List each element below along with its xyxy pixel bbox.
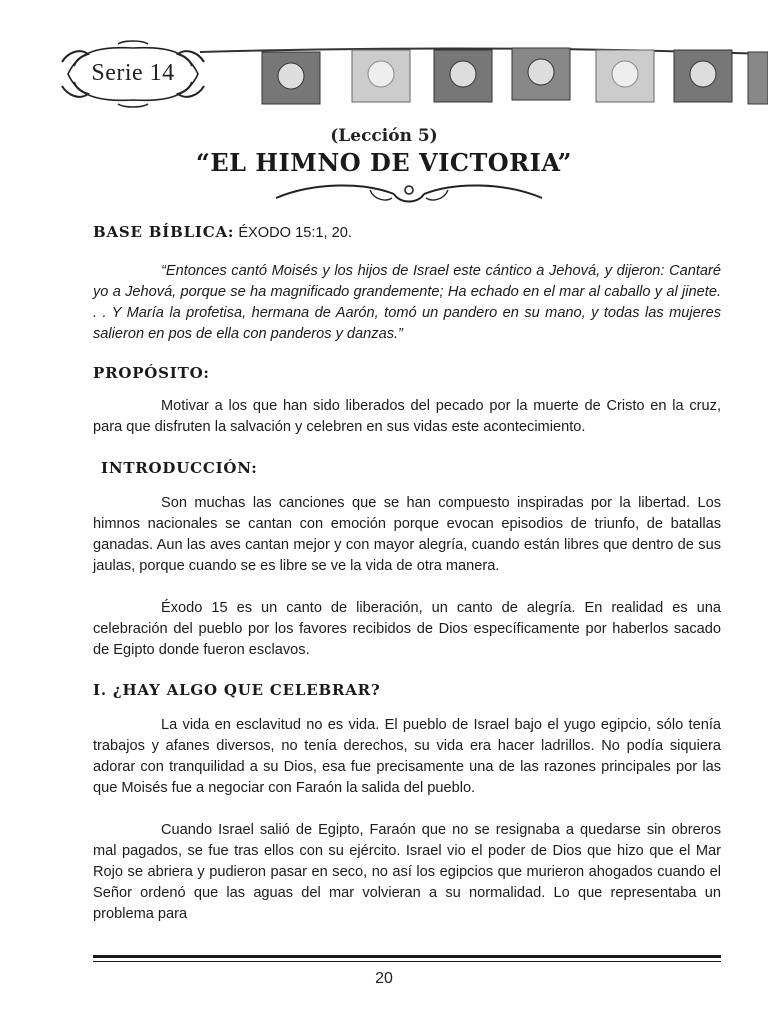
lesson-number: (Lección 5) <box>330 126 438 146</box>
introduccion-heading: INTRODUCCIÓN: <box>101 459 258 477</box>
flag-4 <box>512 48 570 100</box>
footer-rule-thin <box>93 961 721 962</box>
proposito-text: Motivar a los que han sido liberados del pecado por la muerte de Cristo en la cruz, para que disfruten la salvación y celebren en sus vidas este acontecimiento. <box>93 398 721 435</box>
intro-paragraph-1: Son muchas las canciones que se han compuesto inspiradas por la libertad. Los himnos nacionales se cantan con emoción porque evocan episodios de triunfo, de batallas ganadas. Aun las aves cantan mejor y con mayor alegría, cuando están libres que dentro de sus jaulas, porque cuando se es libre se ve la vida de otra manera. <box>93 495 721 574</box>
lesson-title: “EL HIMNO DE VICTORIA” <box>196 148 572 177</box>
flag-banner <box>200 30 768 110</box>
footer-rule-thick <box>93 955 721 958</box>
section-1-paragraph-2: Cuando Israel salió de Egipto, Faraón que no se resignaba a quedarse sin obreros mal pagados, se fue tras ellos con su ejército. Israel vio el poder de Dios que hizo que el Mar Rojo se abriera y pudieron pasar en seco, no así los egipcios que murieron ahogados cuando el Señor ordenó que las aguas del mar volvieran a su normalidad. Lo que representaba un problema para <box>93 822 721 922</box>
flag-banner-illustration <box>200 30 768 110</box>
page-number: 20 <box>375 970 393 987</box>
flag-1 <box>262 52 320 104</box>
lesson-body <box>93 218 721 925</box>
series-label: Serie 14 <box>91 60 175 86</box>
section-1-heading: I. ¿HAY ALGO QUE CELEBRAR? <box>93 681 381 699</box>
flag-5 <box>596 50 654 102</box>
flag-7 <box>748 52 768 104</box>
proposito-heading: PROPÓSITO: <box>93 364 210 382</box>
section-1-paragraph-1: La vida en esclavitud no es vida. El pueblo de Israel bajo el yugo egipcio, sólo tenía trabajos y afanes diversos, no tenía derechos, su vida era hacer ladrillos. No podía siquiera adorar con tranquilidad a su Dios, esa fue precisamente una de las razones principales por las que Moisés fue a negociar con Faraón la salida del pueblo. <box>93 717 721 796</box>
title-flourish-ornament <box>274 178 544 214</box>
scripture-quote: “Entonces cantó Moisés y los hijos de Israel este cántico a Jehová, y dijeron: Cantaré yo a Jehová, porque se ha magnificado grandemente; Ha echado en el mar al caballo y al jinete. . . Y María la profetisa, hermana de Aarón, tomó un pandero en su mano, y todas las mujeres salieron en pos de ella con panderos y danzas.” <box>93 263 721 342</box>
base-biblica-heading <box>93 222 721 244</box>
intro-paragraph-2: Éxodo 15 es un canto de liberación, un canto de alegría. En realidad es una celebración del pueblo por los favores recibidos de Dios específicamente por haberlos sacado de Egipto donde fueron esclavos. <box>93 600 721 658</box>
base-biblica-label: BASE BÍBLICA: <box>93 223 235 241</box>
series-badge <box>58 38 208 110</box>
flag-6 <box>674 50 732 102</box>
base-biblica-reference: ÉXODO 15:1, 20. <box>238 225 352 241</box>
flag-2 <box>352 50 410 102</box>
flag-3 <box>434 50 492 102</box>
